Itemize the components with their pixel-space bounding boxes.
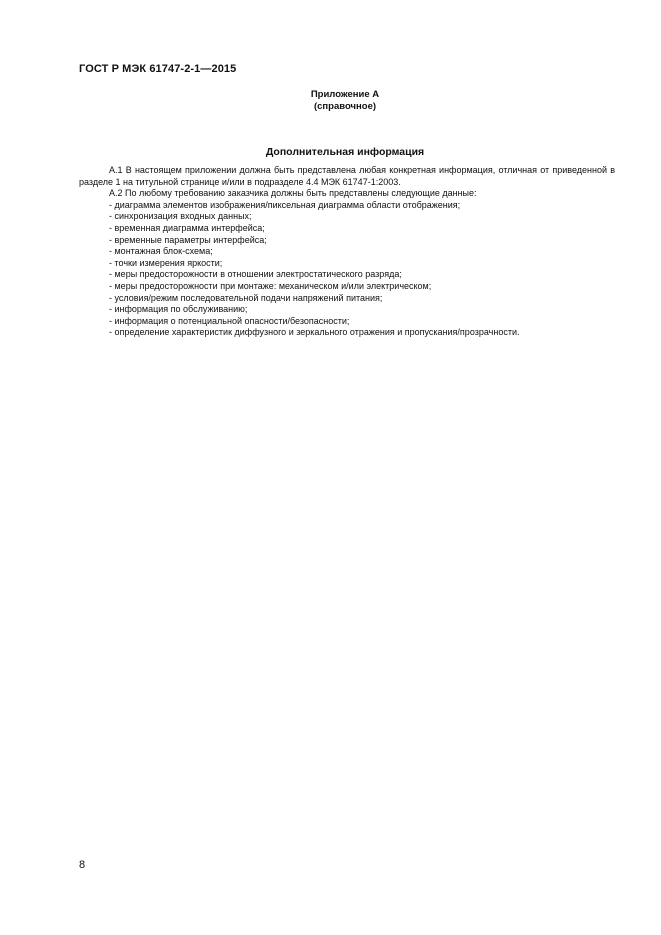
requirements-list — [79, 200, 615, 339]
appendix-subtitle: (справочное) — [313, 101, 377, 112]
section-title: Дополнительная информация — [265, 146, 425, 158]
standard-header: ГОСТ Р МЭК 61747-2-1—2015 — [79, 63, 237, 75]
list-item: - временная диаграмма интерфейса; — [109, 222, 265, 233]
body-text — [79, 165, 615, 339]
appendix-heading — [260, 89, 430, 113]
list-item: - точки измерения яркости; — [109, 257, 223, 268]
appendix-title: Приложение А — [310, 89, 380, 100]
paragraph-a1: А.1 В настоящем приложении должна быть представлена любая конкретная информация, отличная от приведенной в разделе 1 на титульной странице и/или в подразделе 4.4 МЭК 61747-1:2003. — [79, 165, 615, 187]
list-item: - меры предосторожности в отношении электростатического разряда; — [109, 269, 402, 280]
list-item: - монтажная блок-схема; — [109, 246, 213, 257]
list-item: - временные параметры интерфейса; — [109, 234, 267, 245]
list-item: - синхронизация входных данных; — [109, 211, 252, 222]
list-item: - информация по обслуживанию; — [109, 304, 248, 315]
list-item: - меры предосторожности при монтаже: механическом и/или электрическом; — [109, 280, 432, 291]
list-item: - определение характеристик диффузного и зеркального отражения и пропускания/прозрачности. — [109, 327, 520, 338]
list-item: - диаграмма элементов изображения/пиксельная диаграмма области отображения; — [109, 199, 461, 210]
list-item: - условия/режим последовательной подачи напряжений питания; — [109, 292, 383, 303]
paragraph-a2: А.2 По любому требованию заказчика должны быть представлены следующие данные: — [109, 188, 477, 199]
page-number: 8 — [79, 859, 86, 871]
list-item: - информация о потенциальной опасности/безопасности; — [109, 315, 350, 326]
